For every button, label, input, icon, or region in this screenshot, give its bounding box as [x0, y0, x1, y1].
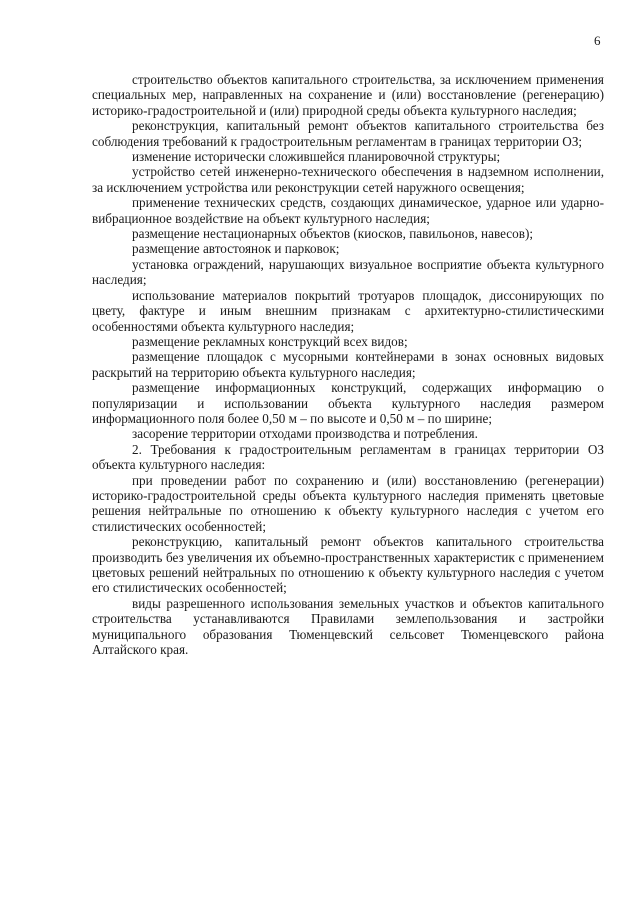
document-body	[92, 72, 604, 657]
page-number: 6	[594, 33, 601, 48]
paragraph-restriction-construction: строительство объектов капитального строительства, за исключением применения специальных мер, направленных на сохранение и (или) восстановление (регенерацию) историко-градостроительной и (или) природной среды объекта культурного наследия;	[92, 72, 604, 118]
paragraph-restriction-advertising: размещение рекламных конструкций всех видов;	[132, 333, 408, 349]
paragraph-restriction-materials: использование материалов покрытий тротуаров площадок, диссонирующих по цвету, фактуре и иным внешним признакам с архитектурно-стилистическими особенностями объекта культурного наследия;	[92, 287, 604, 334]
paragraph-restriction-reconstruction: реконструкция, капитальный ремонт объектов капитального строительства без соблюдения требований к градостроительным регламентам в границах территории ОЗ;	[92, 118, 604, 149]
paragraph-restriction-kiosks: размещение нестационарных объектов (киосков, павильонов, навесов);	[132, 226, 534, 242]
paragraph-restriction-waste-containers: размещение площадок с мусорными контейнерами в зонах основных видовых раскрытий на территорию объекта культурного наследия;	[92, 349, 604, 380]
paragraph-restriction-littering: засорение территории отходами производства и потребления.	[132, 426, 478, 442]
paragraph-requirement-reconstruction: реконструкцию, капитальный ремонт объектов капитального строительства производить без увеличения их объемно-пространственных характеристик с применением цветовых решений нейтральных по отношению к объекту культурного наследия с учетом его стилистических особенностей;	[92, 534, 604, 596]
paragraph-requirement-land-use: виды разрешенного использования земельных участков и объектов капитального строительства устанавливаются Правилами землепользования и застройки муниципального образования Тюменцевский сельсовет Тюменцевского района Алтайского края.	[92, 595, 604, 658]
paragraph-restriction-vibration: применение технических средств, создающих динамическое, ударное или ударно-вибрационное воздействие на объект культурного наследия;	[92, 195, 604, 226]
paragraph-restriction-info-signs: размещение информационных конструкций, содержащих информацию о популяризации и использовании объекта культурного наследия размером информационного поля более 0,50 м – по высоте и 0,50 м – по ширине;	[92, 380, 604, 426]
paragraph-requirement-colors: при проведении работ по сохранению и (или) восстановлению (регенерации) историко-градостроительной среды объекта культурного наследия применять цветовые решения нейтральные по отношению к объекту культурного наследия с учетом его стилистических особенностей;	[92, 472, 604, 534]
paragraph-restriction-fences: установка ограждений, нарушающих визуальное восприятие объекта культурного наследия;	[92, 256, 604, 288]
section-heading-requirements: 2. Требования к градостроительным регламентам в границах территории ОЗ объекта культурного наследия:	[92, 441, 604, 473]
paragraph-restriction-planning-structure: изменение исторически сложившейся планировочной структуры;	[132, 149, 501, 165]
paragraph-restriction-parking: размещение автостоянок и парковок;	[132, 241, 340, 257]
paragraph-restriction-networks: устройство сетей инженерно-технического обеспечения в надземном исполнении, за исключением устройства или реконструкции сетей наружного освещения;	[92, 164, 604, 195]
